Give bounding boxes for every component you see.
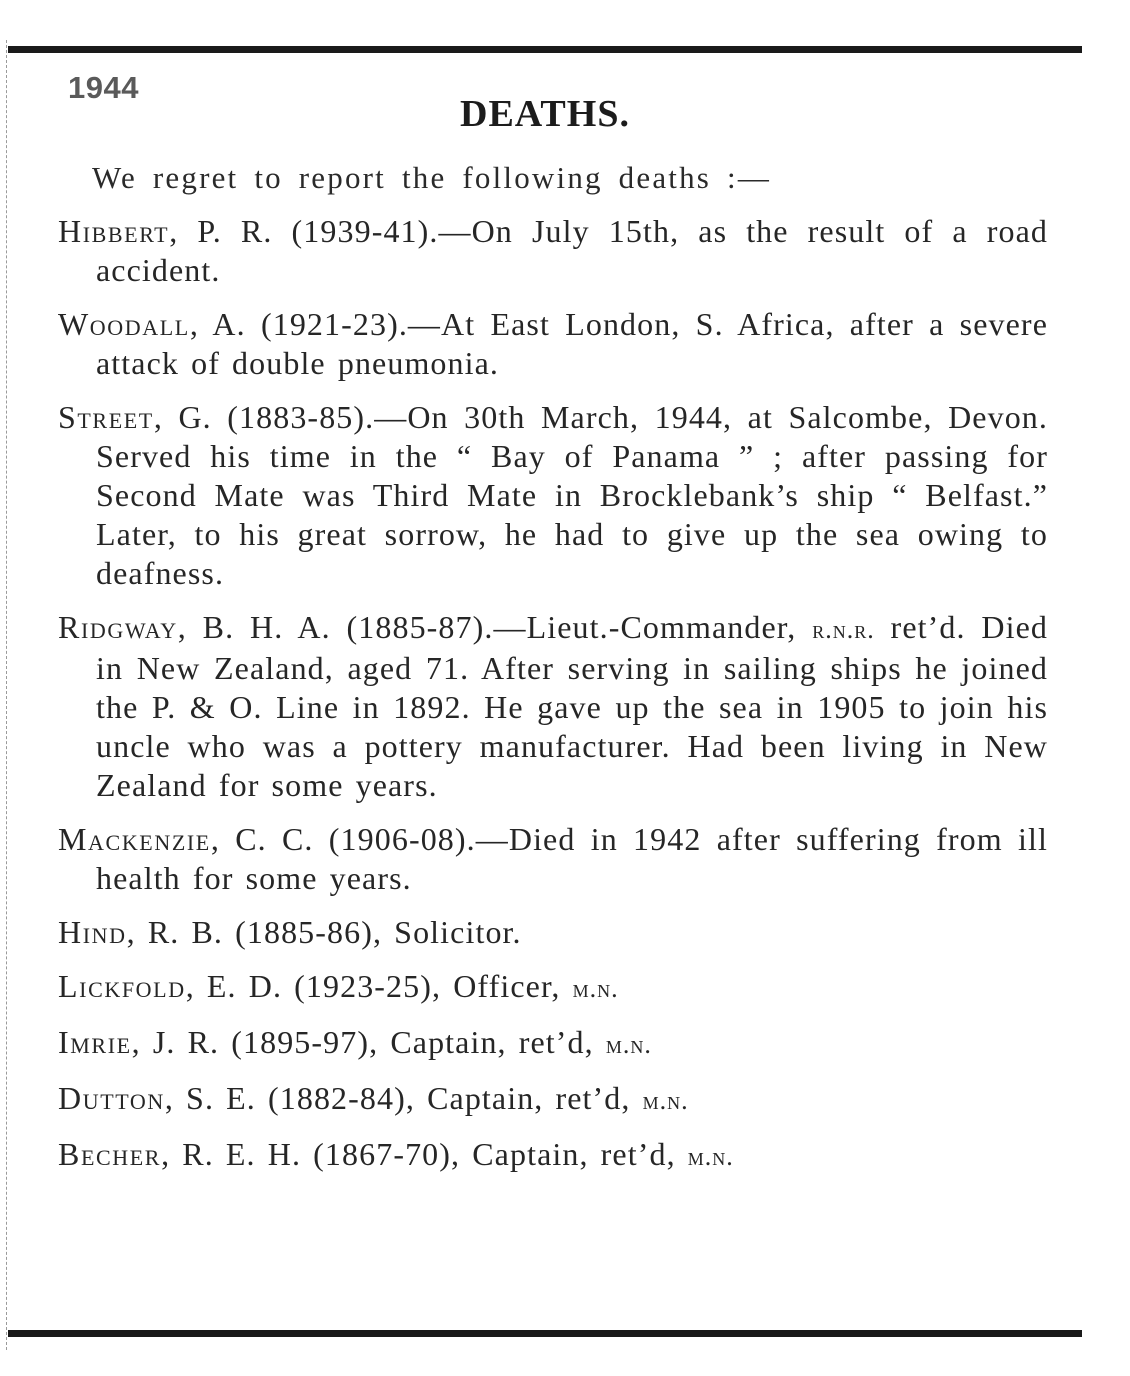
notice-rank: r.n.r. — [812, 615, 875, 644]
notice-surname: Woodall — [58, 306, 190, 342]
notice-details: , P. R. (1939-41).—On July 15th, as the result of a road accident. — [96, 213, 1048, 288]
notice-details: , R. B. (1885-86), Solicitor. — [126, 914, 522, 950]
notice-service-suffix: m.n. — [642, 1086, 689, 1115]
notice-surname: Becher — [58, 1136, 162, 1172]
death-notices — [58, 212, 1048, 1191]
notice-details: , R. E. H. (1867-70), Captain, ret’d, — [161, 1136, 676, 1172]
notice-service-suffix: m.n. — [572, 974, 619, 1003]
notice-dutton — [58, 1079, 1048, 1120]
notice-details: , C. C. (1906-08).—Died in 1942 after suffering from ill health for some years. — [96, 821, 1048, 896]
notice-hind — [58, 913, 1048, 952]
notice-details: , S. E. (1882-84), Captain, ret’d, — [164, 1080, 631, 1116]
page-title: DEATHS. — [460, 93, 630, 135]
notice-surname: Ridgway — [58, 609, 178, 645]
notice-surname: Mackenzie — [58, 821, 211, 857]
notice-surname: Lickfold — [58, 968, 186, 1004]
notice-details: , E. D. (1923-25), Officer, — [185, 968, 561, 1004]
intro-text: We regret to report the following deaths :— — [92, 160, 772, 195]
notice-surname: Dutton — [58, 1080, 165, 1116]
notice-surname: Imrie — [58, 1024, 132, 1060]
notice-ridgway — [58, 608, 1048, 805]
notice-imrie — [58, 1023, 1048, 1064]
notice-hibbert — [58, 212, 1048, 290]
year-stamp: 1944 — [68, 70, 139, 105]
notice-mackenzie — [58, 820, 1048, 898]
notice-details: , A. (1921-23).—At East London, S. Africa, after a severe attack of double pneumonia. — [96, 306, 1048, 381]
notice-service-suffix: m.n. — [605, 1030, 652, 1059]
notice-service-suffix: m.n. — [687, 1142, 734, 1171]
notice-surname: Street — [58, 399, 154, 435]
notice-surname: Hibbert — [58, 213, 170, 249]
notice-becher — [58, 1135, 1048, 1176]
notice-surname: Hind — [58, 914, 127, 950]
notice-details: , G. (1883-85).—On 30th March, 1944, at Salcombe, Devon. Served his time in the “ Bay of Panama ” ; after passing for Second Mate was Third Mate in Brocklebank’s ship “ Belfast.” Later, to his great sorrow, he had to give up the sea owing to deafness. — [96, 399, 1048, 591]
notice-details: , B. H. A. (1885-87).—Lieut.-Commander, — [177, 609, 797, 645]
notice-details-continued: ret’d. Died in New Zealand, aged 71. After serving in sailing ships he joined the P. & O. Line in 1892. He gave up the sea in 1905 to join his uncle who was a pottery manufacturer. Had been living in New Zealand for some years. — [96, 609, 1048, 803]
notice-woodall — [58, 305, 1048, 383]
bottom-rule — [8, 1330, 1082, 1337]
notice-details: , J. R. (1895-97), Captain, ret’d, — [131, 1024, 594, 1060]
notice-street — [58, 398, 1048, 593]
notice-lickfold — [58, 967, 1048, 1008]
top-rule — [8, 46, 1082, 53]
page-left-edge — [6, 40, 8, 1350]
